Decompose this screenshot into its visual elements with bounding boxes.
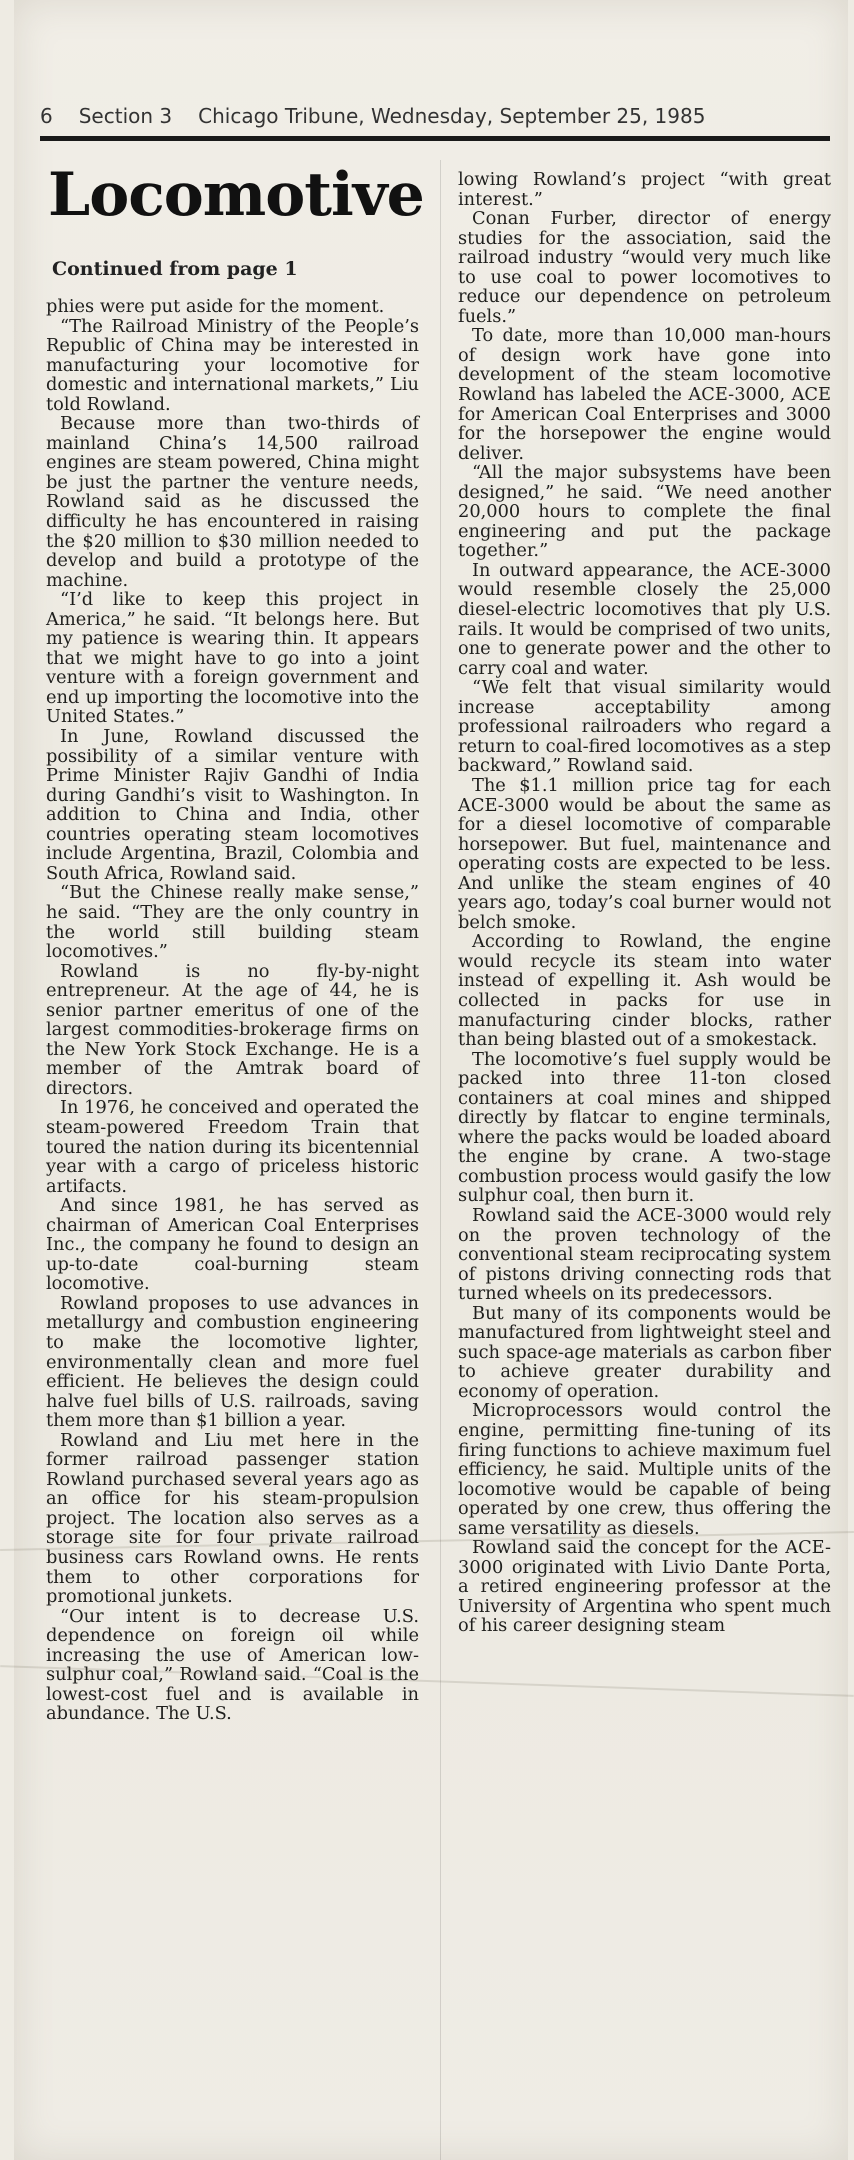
article-column-1	[46, 297, 419, 1724]
paragraph: In outward appearance, the ACE-3000 would resemble closely the 25,000 diesel-electric locomotives that ply U.S. rails. It would be comprised of two units, one to generate power and the other to carry coal and water.	[458, 559, 831, 679]
paragraph: Rowland and Liu met here in the former railroad passenger station Rowland purchased several years ago as an office for his steam-propulsion project. The location also serves as a storage site for four private railroad business cars Rowland owns. He rents them to other corporations for promotional junkets.	[46, 1429, 419, 1608]
paragraph: “Our intent is to decrease U.S. dependence on foreign oil while increasing the use of American low-sulphur coal,” Rowland said. “Coal is the lowest-cost fuel and is available in abundance. The U.S.	[46, 1605, 419, 1725]
continued-line: Continued from page 1	[52, 258, 298, 280]
paragraph: “But the Chinese really make sense,” he said. “They are the only country in the world still building steam locomotives.”	[46, 882, 419, 963]
paragraph: In 1976, he conceived and operated the steam-powered Freedom Train that toured the nation during its bicentennial year with a cargo of priceless historic artifacts.	[46, 1097, 419, 1197]
paragraph: Rowland said the concept for the ACE-3000 originated with Livio Dante Porta, a retired engineering professor at the University of Argentina who spent much of his career designing steam	[458, 1537, 831, 1637]
paragraph: phies were put aside for the moment.	[46, 296, 385, 317]
paragraph: lowing Rowland’s project “with great interest.”	[458, 169, 831, 210]
paragraph: To date, more than 10,000 man-hours of design work have gone into development of the steam locomotive Rowland has labeled the ACE-3000, ACE for American Coal Enterprises and 3000 for the horsepower the engine would deliver.	[458, 325, 831, 464]
paragraph: Microprocessors would control the engine, permitting fine-tuning of its firing functions to achieve maximum fuel efficiency, he said. Multiple units of the locomotive would be capable of being operated by one crew, thus offering the same versatility as diesels.	[458, 1400, 831, 1539]
section-label: Section 3	[78, 104, 173, 128]
paragraph: And since 1981, he has served as chairman of American Coal Enterprises Inc., the company he found to design an up-to-date coal-burning steam locomotive.	[46, 1195, 419, 1295]
paragraph: But many of its components would be manufactured from lightweight steel and such space-age materials as carbon fiber to achieve greater durability and economy of operation.	[458, 1302, 831, 1402]
header-rule	[40, 136, 830, 141]
column-gutter	[440, 160, 441, 2160]
paragraph: Because more than two-thirds of mainland China’s 14,500 railroad engines are steam powered, China might be just the partner the venture needs, Rowland said as he discussed the difficulty he has encountered in raising the $20 million to $30 million needed to develop and build a prototype of the machine.	[46, 413, 419, 591]
paragraph: The locomotive’s fuel supply would be packed into three 11-ton closed containers at coal mines and shipped directly by flatcar to engine terminals, where the packs would be loaded aboard the engine by crane. A two-stage combustion process would gasify the low sulphur coal, then burn it.	[458, 1048, 831, 1207]
paragraph: “We felt that visual similarity would increase acceptability among professional railroaders who regard a return to coal-fired locomotives as a step backward,” Rowland said.	[458, 677, 831, 777]
masthead-dateline: Chicago Tribune, Wednesday, September 25, 1985	[198, 104, 706, 128]
paragraph: “I’d like to keep this project in America,” he said. “It belongs here. But my patience is wearing thin. It appears that we might have to go into a joint venture with a foreign government and end up importing the locomotive into the United States.”	[46, 589, 419, 728]
page-header	[40, 104, 830, 128]
paragraph: In June, Rowland discussed the possibility of a similar venture with Prime Minister Rajiv Gandhi of India during Gandhi’s visit to Washington. In addition to China and India, other countries operating steam locomotives include Argentina, Brazil, Colombia and South Africa, Rowland said.	[46, 726, 419, 884]
paragraph: The $1.1 million price tag for each ACE-3000 would be about the same as for a diesel locomotive of comparable horsepower. But fuel, maintenance and operating costs are expected to be less. And unlike the steam engines of 40 years ago, today’s coal burner would not belch smoke.	[458, 774, 831, 933]
paragraph: “All the major subsystems have been designed,” he said. “We need another 20,000 hours to complete the final engineering and put the package together.”	[458, 462, 831, 562]
paragraph: Rowland is no fly-by-night entrepreneur. At the age of 44, he is senior partner emeritus of one of the largest commodities-brokerage firms on the New York Stock Exchange. He is a member of the Amtrak board of directors.	[46, 960, 419, 1099]
article-column-2	[458, 170, 831, 1636]
paragraph: According to Rowland, the engine would recycle its steam into water instead of expelling it. Ash would be collected in packs for use in manufacturing cinder blocks, rather than being blasted out of a smokestack.	[458, 931, 831, 1051]
page-number: 6	[40, 104, 53, 128]
paragraph: “The Railroad Ministry of the People’s Republic of China may be interested in manufacturing your locomotive for domestic and international markets,” Liu told Rowland.	[46, 315, 419, 415]
paragraph: Rowland said the ACE-3000 would rely on the proven technology of the conventional steam reciprocating system of pistons driving connecting rods that turned wheels on its predecessors.	[458, 1204, 831, 1305]
article-headline: Locomotive	[48, 160, 424, 230]
paragraph: Rowland proposes to use advances in metallurgy and combustion engineering to make the locomotive lighter, environmentally clean and more fuel efficient. He believes the design could halve fuel bills of U.S. railroads, saving them more than $1 billion a year.	[46, 1292, 419, 1432]
paragraph: Conan Furber, director of energy studies for the association, said the railroad industry “would very much like to use coal to power locomotives to reduce our dependence on petroleum fuels.”	[458, 208, 831, 327]
